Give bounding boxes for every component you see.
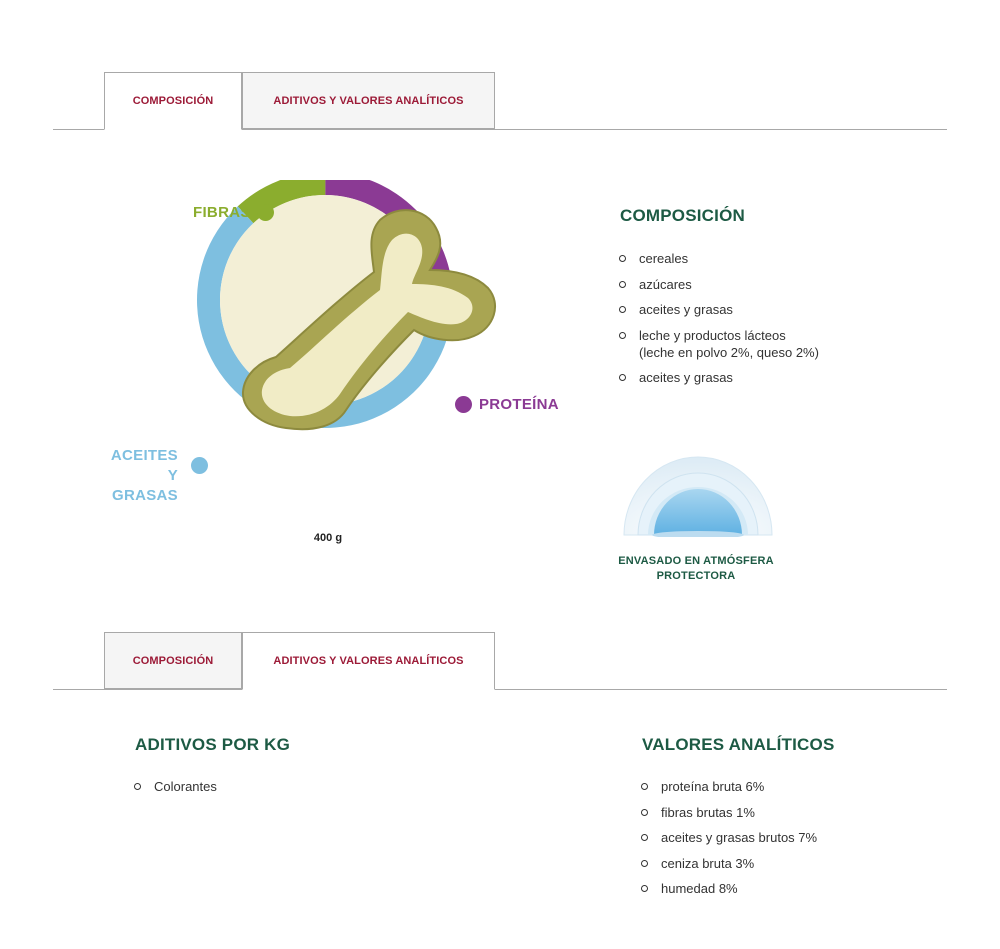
aceites-grasas-label bbox=[100, 446, 178, 506]
fibras-legend-dot bbox=[257, 204, 274, 221]
aceites-grasas-legend-dot bbox=[191, 457, 208, 474]
list-item bbox=[641, 880, 941, 897]
list-item bbox=[641, 804, 941, 821]
product-weight: 400 g bbox=[313, 532, 343, 544]
packaging-caption-line2: PROTECTORA bbox=[656, 570, 736, 582]
list-item bbox=[641, 855, 941, 872]
valores-list bbox=[641, 778, 941, 906]
aditivos-list bbox=[134, 778, 434, 804]
composicion-list bbox=[619, 250, 919, 395]
list-item-text: aceites y grasas bbox=[639, 370, 733, 385]
proteina-label: PROTEÍNA bbox=[479, 396, 559, 413]
tab-aditivos-valores[interactable]: ADITIVOS Y VALORES ANALÍTICOS bbox=[242, 72, 495, 129]
list-item-text: leche y productos lácteos bbox=[639, 327, 786, 343]
list-item bbox=[619, 301, 919, 318]
list-item-text: humedad 8% bbox=[661, 881, 738, 896]
aceites-label-line2: Y GRASAS bbox=[112, 467, 178, 504]
packaging-caption bbox=[601, 554, 791, 584]
list-item-subtext: (leche en polvo 2%, queso 2%) bbox=[639, 344, 819, 360]
list-item-text: aceites y grasas brutos 7% bbox=[661, 830, 818, 845]
fibras-label: FIBRAS bbox=[193, 204, 251, 221]
list-item-text: proteína bruta 6% bbox=[661, 779, 765, 794]
list-item bbox=[641, 778, 941, 795]
list-item-text: Colorantes bbox=[154, 779, 217, 794]
top-tab-bar bbox=[53, 72, 947, 130]
tab-composicion[interactable]: COMPOSICIÓN bbox=[104, 72, 242, 130]
tab-aditivos-valores[interactable]: ADITIVOS Y VALORES ANALÍTICOS bbox=[242, 632, 495, 690]
proteina-legend-dot bbox=[455, 396, 472, 413]
composicion-title: COMPOSICIÓN bbox=[620, 206, 745, 225]
aceites-label-line1: ACEITES bbox=[110, 447, 178, 464]
list-item bbox=[619, 369, 919, 386]
valores-title: VALORES ANALÍTICOS bbox=[642, 735, 835, 754]
list-item-text: azúcares bbox=[639, 276, 692, 292]
list-item-text: ceniza bruta 3% bbox=[661, 855, 755, 871]
protective-atmosphere-dome-icon bbox=[622, 455, 774, 537]
list-item bbox=[619, 276, 919, 293]
list-item bbox=[619, 327, 919, 361]
aditivos-title: ADITIVOS POR KG bbox=[135, 735, 291, 754]
tab-divider bbox=[53, 689, 947, 690]
list-item-text: aceites y grasas bbox=[639, 302, 733, 317]
list-item-text: fibras brutas 1% bbox=[661, 804, 755, 820]
list-item bbox=[641, 829, 941, 846]
list-item-text: cereales bbox=[639, 251, 689, 266]
list-item bbox=[619, 250, 919, 267]
tab-composicion[interactable]: COMPOSICIÓN bbox=[104, 632, 242, 689]
list-item bbox=[134, 778, 434, 795]
bottom-tab-bar bbox=[53, 632, 947, 690]
packaging-caption-line1: ENVASADO EN ATMÓSFERA bbox=[618, 555, 774, 567]
